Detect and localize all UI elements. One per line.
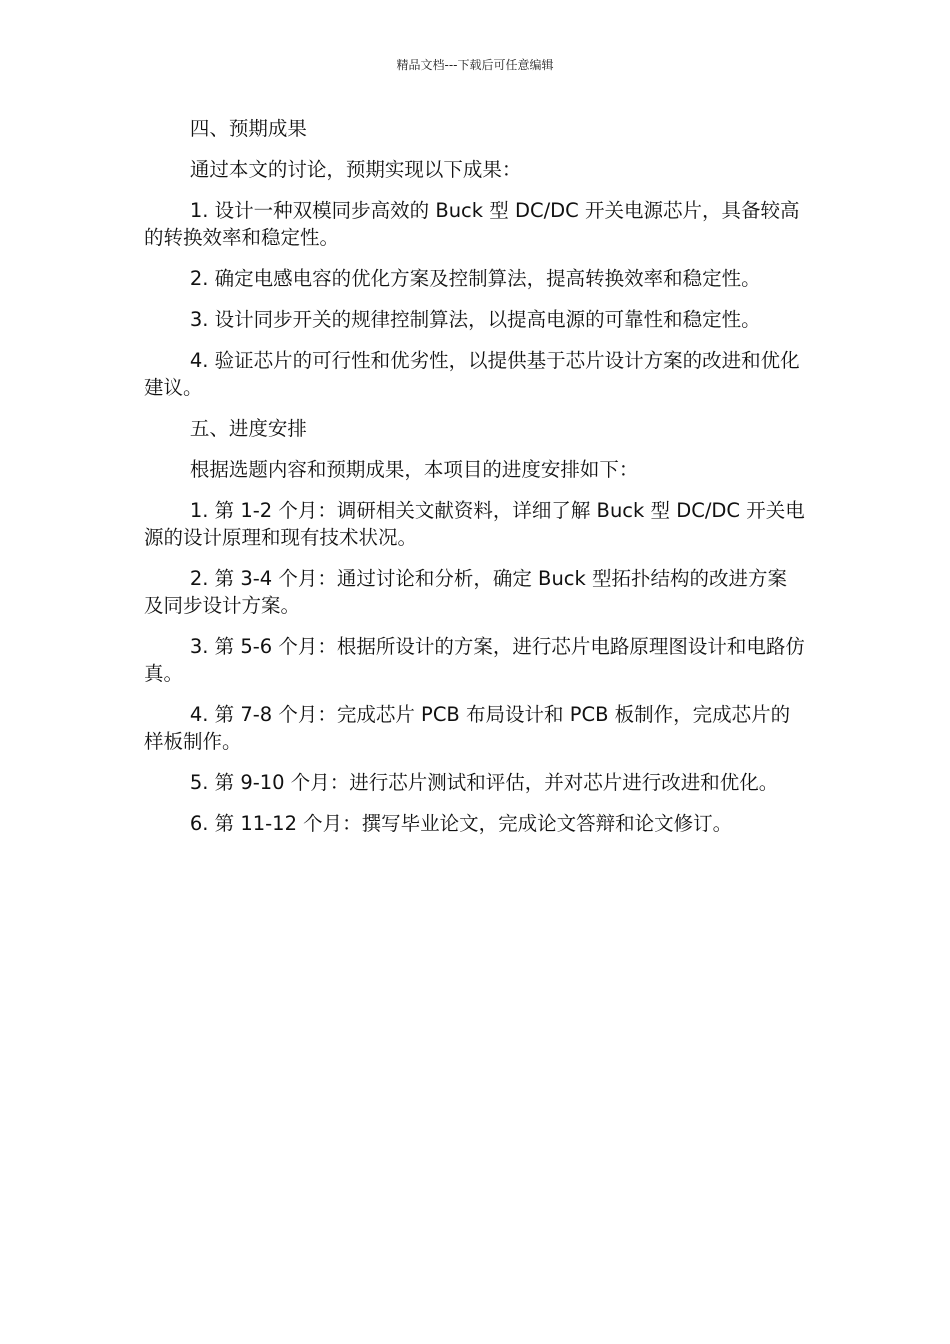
schedule-item: 4. 第 7-8 个月：完成芯片 PCB 布局设计和 PCB 板制作，完成芯片的样板制作。 <box>144 703 791 753</box>
schedule-item: 3. 第 5-6 个月：根据所设计的方案，进行芯片电路原理图设计和电路仿真。 <box>144 635 805 685</box>
intro-paragraph: 根据选题内容和预期成果，本项目的进度安排如下： <box>189 458 639 481</box>
result-item: 2. 确定电感电容的优化方案及控制算法，提高转换效率和稳定性。 <box>189 267 761 290</box>
result-item: 4. 验证芯片的可行性和优劣性，以提供基于芯片设计方案的改进和优化建议。 <box>144 349 800 399</box>
page-header: 精品文档---下载后可任意编辑 <box>396 58 554 72</box>
schedule-item: 6. 第 11-12 个月：撰写毕业论文，完成论文答辩和论文修订。 <box>189 812 733 835</box>
schedule-item: 2. 第 3-4 个月：通过讨论和分析，确定 Buck 型拓扑结构的改进方案及同步设计方案。 <box>144 567 788 617</box>
schedule-item: 5. 第 9-10 个月：进行芯片测试和评估，并对芯片进行改进和优化。 <box>189 771 779 794</box>
result-item: 1. 设计一种双模同步高效的 Buck 型 DC/DC 开关电源芯片，具备较高的转换效率和稳定性。 <box>144 199 800 249</box>
section-heading-expected-results: 四、预期成果 <box>189 117 307 140</box>
result-item: 3. 设计同步开关的规律控制算法，以提高电源的可靠性和稳定性。 <box>189 308 761 331</box>
document-body <box>144 115 806 851</box>
intro-paragraph: 通过本文的讨论，预期实现以下成果： <box>189 158 522 181</box>
section-heading-schedule: 五、进度安排 <box>189 417 307 440</box>
schedule-item: 1. 第 1-2 个月：调研相关文献资料，详细了解 Buck 型 DC/DC 开关电源的设计原理和现有技术状况。 <box>144 499 805 549</box>
